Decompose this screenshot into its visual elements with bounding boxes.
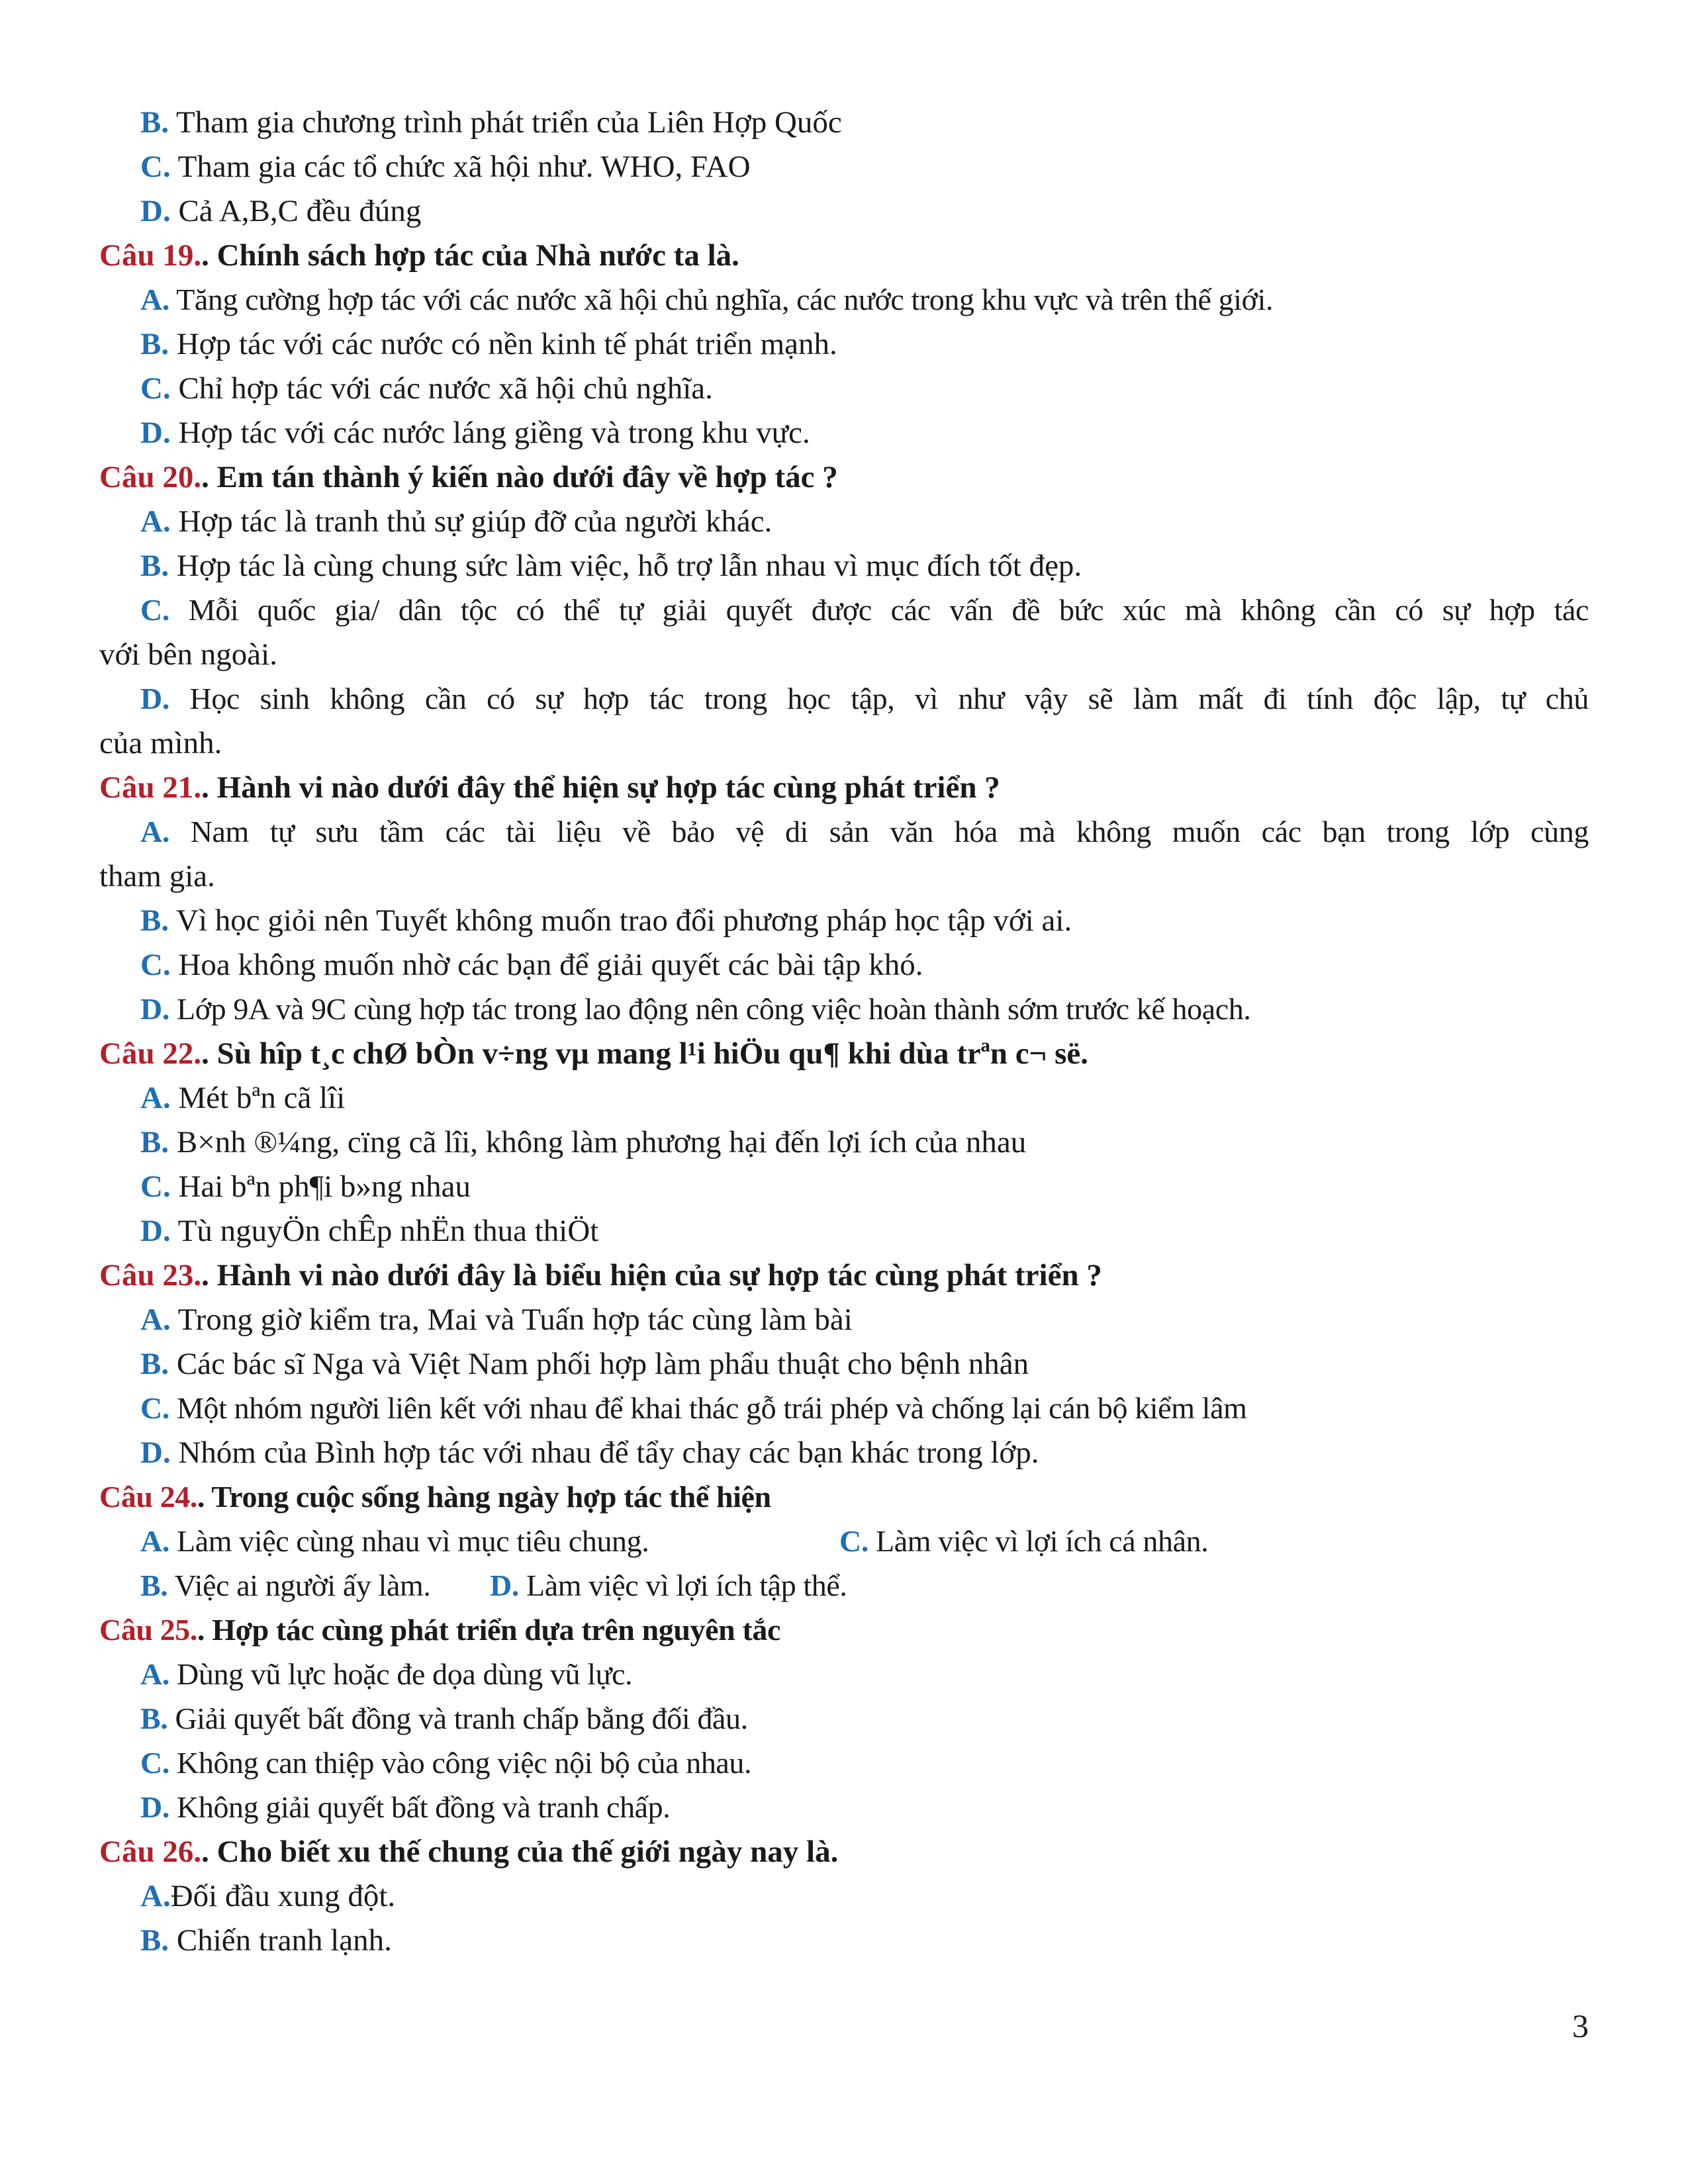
option-label: D. — [140, 1790, 169, 1824]
option-label: B. — [140, 1569, 168, 1602]
option-c — [0, 145, 1688, 189]
option-label: C. — [140, 150, 171, 184]
option-d — [0, 987, 1688, 1031]
option-text: Vì học giỏi nên Tuyết không muốn trao đổi phương pháp học tập với ai. — [169, 903, 1072, 938]
question-number: Câu 22. — [99, 1036, 202, 1071]
question-21 — [0, 766, 1688, 809]
option-label: D. — [490, 1569, 519, 1602]
option-c — [99, 588, 1589, 632]
option-label: A. — [140, 1657, 169, 1691]
question-25 — [0, 1608, 1688, 1652]
question-24 — [0, 1475, 1688, 1519]
option-a — [0, 500, 1688, 543]
question-26 — [0, 1830, 1688, 1874]
option-text: Hai bªn ph¶i b»ng nhau — [170, 1169, 471, 1204]
option-b — [0, 1697, 1688, 1741]
option-text: Hợp tác với các nước có nền kinh tế phát triển mạnh. — [169, 327, 837, 361]
question-stem: . Chính sách hợp tác của Nhà nước ta là. — [201, 238, 739, 273]
option-label: A. — [140, 1081, 171, 1115]
question-stem: . Trong cuộc sống hàng ngày hợp tác thể hiện — [197, 1480, 771, 1514]
option-label: D. — [140, 1435, 171, 1470]
option-d-continuation: của mình. — [99, 726, 222, 760]
option-label: A. — [140, 1524, 169, 1558]
question-stem: . Hành vi nào dưới đây thể hiện sự hợp tác cùng phát triển ? — [201, 770, 1000, 805]
option-label: D. — [140, 416, 171, 450]
option-a — [140, 1520, 649, 1563]
option-c — [0, 1387, 1688, 1430]
option-text: B×nh ®¼ng, cïng cã lîi, không làm phương hại đến lợi ích của nhau — [169, 1125, 1027, 1160]
option-c — [0, 1741, 1688, 1785]
option-label: A. — [140, 283, 169, 316]
option-b — [0, 1120, 1688, 1164]
option-b — [0, 544, 1688, 588]
question-number: Câu 24. — [99, 1480, 198, 1514]
option-d — [0, 189, 1688, 233]
option-label: B. — [140, 327, 169, 361]
option-text: Giải quyết bất đồng và tranh chấp bằng đối đầu. — [167, 1702, 748, 1735]
question-20 — [0, 455, 1688, 499]
option-label: C. — [140, 1169, 171, 1204]
question-stem: . Sù hîp t¸c chØ bÒn v÷ng vµ mang l¹i hiÖu qu¶ khi dùa trªn c¬ së. — [201, 1036, 1088, 1071]
option-b — [140, 1564, 430, 1608]
option-text: Dùng vũ lực hoặc đe dọa dùng vũ lực. — [169, 1657, 633, 1691]
question-22 — [0, 1032, 1688, 1075]
option-d — [0, 1431, 1688, 1475]
option-text: Cả A,B,C đều đúng — [170, 194, 422, 228]
option-text: Nam tự sưu tầm các tài liệu về bảo vệ di sản văn hóa mà không muốn các bạn trong lớp cùng — [169, 815, 1589, 848]
option-text: Hợp tác là tranh thủ sự giúp đỡ của người khác. — [170, 504, 773, 539]
question-stem: . Em tán thành ý kiến nào dưới đây về hợp tác ? — [201, 460, 838, 494]
question-number: Câu 26. — [99, 1835, 202, 1869]
question-number: Câu 20. — [99, 460, 202, 494]
question-number: Câu 25. — [99, 1613, 198, 1647]
option-label: D. — [140, 992, 169, 1026]
option-label: D. — [140, 194, 171, 228]
option-label: C. — [140, 948, 171, 982]
option-b — [0, 322, 1688, 366]
option-text: Làm việc cùng nhau vì mục tiêu chung. — [169, 1524, 649, 1558]
option-label: C. — [140, 1746, 169, 1780]
option-c — [0, 367, 1688, 410]
option-a — [0, 1298, 1688, 1342]
option-a — [0, 278, 1688, 322]
option-label: B. — [140, 105, 169, 140]
option-label: B. — [140, 549, 169, 583]
option-text: Tăng cường hợp tác với các nước xã hội chủ nghĩa, các nước trong khu vực và trên thế giới. — [169, 283, 1274, 316]
option-text: Không can thiệp vào công việc nội bộ của nhau. — [169, 1746, 752, 1780]
option-text: Học sinh không cần có sự hợp tác trong học tập, vì như vậy sẽ làm mất đi tính độc lập, tự chủ — [169, 682, 1589, 715]
option-label: A. — [140, 504, 171, 539]
option-text: Lớp 9A và 9C cùng hợp tác trong lao động nên công việc hoàn thành sớm trước kế hoạch. — [169, 992, 1251, 1026]
option-text: Chỉ hợp tác với các nước xã hội chủ nghĩa. — [170, 371, 713, 406]
option-label: A. — [140, 1302, 171, 1337]
option-c — [839, 1520, 1208, 1563]
option-label: B. — [140, 903, 169, 938]
question-number: Câu 23. — [99, 1258, 202, 1293]
option-label: B. — [140, 1125, 169, 1160]
option-text: Làm việc vì lợi ích cá nhân. — [868, 1524, 1209, 1558]
option-text: Hợp tác với các nước láng giềng và trong khu vực. — [170, 416, 810, 450]
option-a — [0, 1653, 1688, 1696]
option-label: D. — [140, 1214, 171, 1248]
question-stem: . Hành vi nào dưới đây là biểu hiện của sự hợp tác cùng phát triển ? — [201, 1258, 1102, 1293]
option-d — [0, 1786, 1688, 1829]
question-stem: . Cho biết xu thế chung của thế giới ngày nay là. — [201, 1835, 839, 1869]
question-19 — [0, 234, 1688, 277]
option-label: C. — [140, 1391, 169, 1425]
option-text: Tham gia chương trình phát triển của Liên Hợp Quốc — [169, 105, 842, 140]
question-number: Câu 21. — [99, 770, 202, 805]
option-a-continuation: tham gia. — [99, 859, 215, 893]
page-number: 3 — [1572, 2007, 1589, 2044]
option-text: Nhóm của Bình hợp tác với nhau để tẩy chay các bạn khác trong lớp. — [170, 1435, 1039, 1470]
option-a — [99, 810, 1589, 854]
question-number: Câu 19. — [99, 238, 202, 273]
question-23 — [0, 1253, 1688, 1297]
option-a — [0, 1874, 1688, 1918]
option-label: A. — [140, 1879, 171, 1913]
option-label: B. — [140, 1923, 169, 1958]
option-b — [0, 1342, 1688, 1386]
option-b — [0, 899, 1688, 942]
option-d — [0, 1209, 1688, 1253]
option-c-continuation: với bên ngoài. — [99, 637, 277, 672]
option-text: Làm việc vì lợi ích tập thể. — [518, 1569, 847, 1602]
option-text: Trong giờ kiểm tra, Mai và Tuấn hợp tác cùng làm bài — [170, 1302, 853, 1337]
option-text: Các bác sĩ Nga và Việt Nam phối hợp làm phẩu thuật cho bệnh nhân — [169, 1347, 1029, 1381]
option-c — [0, 1165, 1688, 1208]
option-b — [0, 1919, 1688, 1962]
option-text: Chiến tranh lạnh. — [169, 1923, 392, 1958]
option-text: Tham gia các tổ chức xã hội như. WHO, FAO — [170, 150, 751, 184]
option-text: Việc ai người ấy làm. — [167, 1569, 431, 1602]
option-label: D. — [140, 682, 169, 715]
option-text: Mét bªn cã lîi — [170, 1081, 346, 1115]
option-d — [99, 677, 1589, 721]
option-label: C. — [839, 1524, 868, 1558]
option-c — [0, 943, 1688, 987]
option-label: B. — [140, 1702, 168, 1735]
option-text: Tù nguyÖn chÊp nhËn thua thiÖt — [170, 1214, 599, 1248]
option-text: Đối đầu xung đột. — [170, 1879, 396, 1913]
option-label: A. — [140, 815, 169, 848]
option-label: C. — [140, 371, 171, 406]
question-stem: . Hợp tác cùng phát triển dựa trên nguyên tắc — [197, 1613, 780, 1647]
option-label: C. — [140, 593, 169, 627]
option-text: Hoa không muốn nhờ các bạn để giải quyết các bài tập khó. — [170, 948, 923, 982]
option-text: Không giải quyết bất đồng và tranh chấp. — [169, 1790, 671, 1824]
option-text: Mỗi quốc gia/ dân tộc có thể tự giải quyết được các vấn đề bức xúc mà không cần có sự hợp tác — [169, 593, 1589, 627]
option-b — [0, 101, 1688, 144]
option-label: B. — [140, 1347, 169, 1381]
option-d — [0, 411, 1688, 455]
option-a — [0, 1076, 1688, 1120]
option-text: Một nhóm người liên kết với nhau để khai thác gỗ trái phép và chống lại cán bộ kiểm lâm — [169, 1391, 1247, 1425]
option-d — [490, 1564, 847, 1608]
option-text: Hợp tác là cùng chung sức làm việc, hỗ trợ lẫn nhau vì mục đích tốt đẹp. — [169, 549, 1082, 583]
